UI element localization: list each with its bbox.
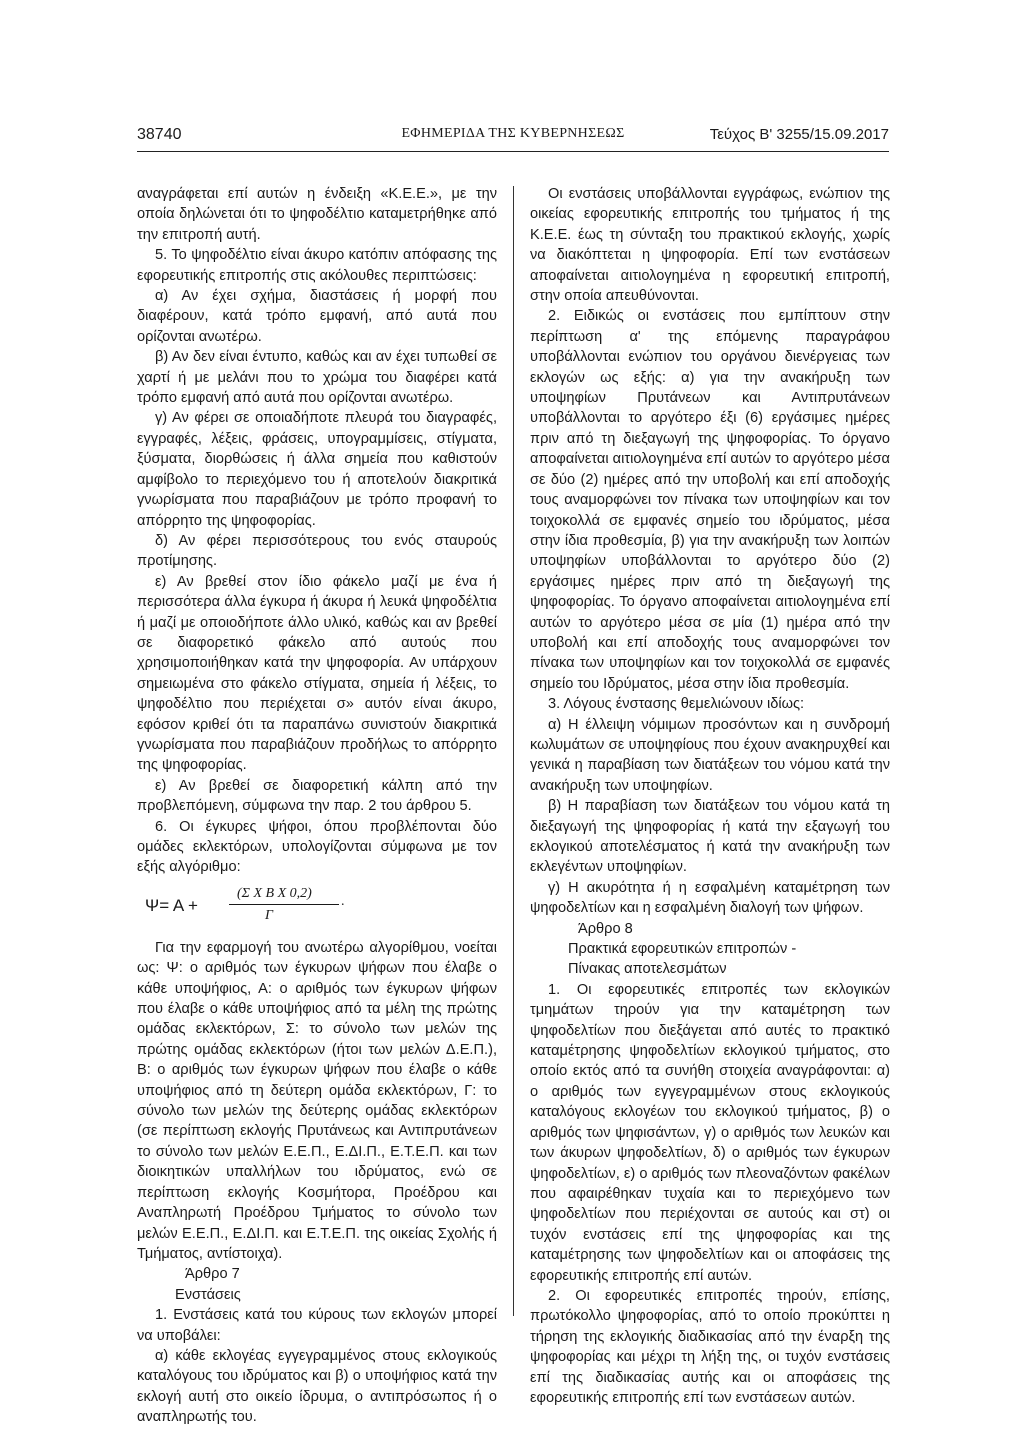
paragraph: 5. Το ψηφοδέλτιο είναι άκυρο κατόπιν απόφασης της εφορευτικής επιτροπής στις ακόλουθες περιπτώσεις:	[137, 247, 497, 284]
formula-numerator: (Σ Χ Β Χ 0,2)	[237, 885, 312, 901]
paragraph: 3. Λόγους ένστασης θεμελιώνουν ιδίως:	[548, 696, 805, 713]
article-8-title: Άρθρο 8	[578, 920, 633, 937]
header-rule	[137, 151, 889, 152]
paragraph: 1. Οι εφορευτικές επιτροπές των εκλογικών τμημάτων τηρούν για την καταμέτρηση των ψηφοδελτίων που διεξάγεται από αυτές το πρακτικό καταμέτρησης ψηφοδελτίων εκλογικού τμήματος, στο οποίο εκτός από τα συνήθη στοιχεία αναγράφονται: α) ο αριθμός των εγγεγραμμένων στους εκλογικούς καταλόγους εκλογέων του εκλογικού τμήματος, β) ο αριθμός των ψηφισάντων, γ) ο αριθμός των λευκών και των άκυρων ψηφοδελτίων, δ) ο αριθμός των έγκυρων ψηφοδελτίων, ε) ο αριθμός των πλεοναζόντων φακέλων που αφαιρέθηκαν τυχαία και το περιεχόμενο των ψηφοδελτίων που περιέχονται σε αυτούς και στ) οι τυχόν ενστάσεις επί της ψηφοφορίας και της καταμέτρησης των ψηφοδελτίων και οι αποφάσεις της εφορευτικής επιτροπής επί αυτών.	[530, 981, 890, 1284]
paragraph: αναγράφεται επί αυτών η ένδειξη «Κ.Ε.Ε.», με την οποία δηλώνεται ότι το ψηφοδέλτιο καταμετρήθηκε από την επιτροπή αυτή.	[137, 186, 497, 243]
paragraph: Οι ενστάσεις υποβάλλονται εγγράφως, ενώπιον της οικείας εφορευτικής επιτροπής του τμήματος ή της Κ.Ε.Ε. έως τη σύνταξη του πρακτικού εκλογής, χωρίς να διακόπτεται η ψηφοφορία. Επί των ενστάσεων αποφαίνεται αιτιολογημένα η εφορευτική επιτροπή, στην οποία απευθύνονται.	[530, 186, 890, 305]
column-divider	[513, 186, 514, 1316]
gazette-title: ΕΦΗΜΕΡΙΔΑ ΤΗΣ ΚΥΒΕΡΝΗΣΕΩΣ	[401, 126, 625, 141]
paragraph: ε) Αν βρεθεί στον ίδιο φάκελο μαζί με ένα ή περισσότερα άλλα έγκυρα ή άκυρα ή λευκά ψηφοδέλτια ή μαζί με οποιοδήποτε άλλο υλικό, καθώς και αν βρεθεί σε διαφορετικό φάκελο από αυτούς που χρησιμοποιήθηκαν κατά την ψηφοφορία. Αν υπάρχουν σημειωμένα στο φάκελο στίγματα, σημεία ή λέξεις, το ψηφοδέλτιο που περιέχεται σ» αυτόν είναι άκυρο, εφόσον κριθεί ότι τα παραπάνω συνιστούν διακριτικά γνωρίσματα που παραβιάζουν προδήλως το απόρρητο της ψηφοφορίας.	[137, 573, 497, 774]
formula-denominator: Γ	[265, 907, 273, 923]
paragraph: γ) Αν φέρει σε οποιαδήποτε πλευρά του διαγραφές, εγγραφές, λέξεις, φράσεις, υπογραμμίσεις, στίγματα, ξύσματα, διορθώσεις ή άλλα σημεία που καθιστούν αμφίβολο το περιεχόμενο του ή αποτελούν διακριτικά γνωρίσματα που παραβιάζουν με τρόπο προφανή το απόρρητο της ψηφοφορίας.	[137, 410, 497, 529]
article-7-subtitle: Ενστάσεις	[175, 1286, 241, 1303]
paragraph: Για την εφαρμογή του ανωτέρω αλγορίθμου, νοείται ως: Ψ: ο αριθμός των έγκυρων ψήφων που έλαβε ο κάθε υποψήφιος, Α: ο αριθμός των έγκυρων ψήφων που έλαβε ο κάθε υποψήφιος από τα μέλη της πρώτης ομάδας εκλεκτόρων, Σ: το σύνολο των μελών της πρώτης ομάδας εκλεκτόρων (ήτοι των μελών Δ.Ε.Π.), Β: ο αριθμός των έγκυρων ψήφων που έλαβε ο κάθε υποψήφιος από τη δεύτερη ομάδα εκλεκτόρων, Γ: το σύνολο των μελών της δεύτερης ομάδας εκλεκτόρων (σε περίπτωση εκλογής Πρυτάνεως και Αντιπρυτάνεων το σύνολο των μελών Ε.Ε.Π., Ε.ΔΙ.Π., Ε.Τ.Ε.Π. και των διοικητικών υπαλλήλων του ιδρύματος, ενώ σε περίπτωση εκλογής Κοσμήτορα, Προέδρου και Αναπληρωτή Προέδρου Τμήματος το σύνολο των μελών Ε.Ε.Π., Ε.ΔΙ.Π. και Ε.Τ.Ε.Π. της οικείας Σχολής ή Τμήματος, αντίστοιχα).	[137, 939, 497, 1262]
paragraph: 2. Ειδικώς οι ενστάσεις που εμπίπτουν στην περίπτωση α' της επόμενης παραγράφου υποβάλλονται ενώπιον του οργάνου διενέργειας των εκλογών ως εξής: α) για την ανακήρυξη των υποψηφίων Πρυτάνεων και Αντιπρυτάνεων υποβάλλονται το αργότερο έξι (6) εργάσιμες ημέρες πριν από τη διεξαγωγή της ψηφοφορίας. Το όργανο αποφαίνεται αιτιολογημένα επί αυτών το αργότερο μέσα σε δύο (2) ημέρες από την υποβολή και επί αποδοχής τους αναμορφώνει τον πίνακα των υποψηφίων και τον τοιχοκολλά σε εμφανές σημείο του ιδρύματος, μέσα στην ίδια προθεσμία, β) για την ανακήρυξη των λοιπών υποψηφίων υποβάλλονται το αργότερο δύο (2) εργάσιμες ημέρες πριν από τη διεξαγωγή της ψηφοφορίας. Το όργανο αποφαίνεται αιτιολογημένα επί αυτών το αργότερο μέσα σε μία (1) ημέρα από την υποβολή και επί αποδοχής τους αναμορφώνει τον πίνακα των υποψηφίων και τον τοιχοκολλά σε εμφανές σημείο του Ιδρύματος, μέσα στην ίδια προθεσμία.	[530, 308, 890, 692]
paragraph: 6. Οι έγκυρες ψήφοι, όπου προβλέπονται δύο ομάδες εκλεκτόρων, υπολογίζονται σύμφωνα με τον εξής αλγόριθμο:	[137, 818, 497, 876]
paragraph: α) Η έλλειψη νόμιμων προσόντων και η συνδρομή κωλυμάτων σε υποψηφίους που έχουν ανακηρυχθεί και γενικά η παραβίαση των διατάξεων του νόμου κατά την ανακήρυξη των υποψηφίων.	[530, 716, 890, 794]
article-8-subtitle-line2: Πίνακας αποτελεσμάτων	[568, 961, 727, 978]
formula-lhs: Ψ= Α +	[145, 895, 198, 915]
paragraph: β) Η παραβίαση των διατάξεων του νόμου κατά τη διεξαγωγή της ψηφοφορίας ή κατά την εξαγωγή του εκλογικού αποτελέσματος ή κατά την ανακήρυξη των εκλεγέντων υποψηφίων.	[530, 798, 890, 876]
page-header	[137, 126, 889, 148]
paragraph: δ) Αν φέρει περισσότερους του ενός σταυρούς προτίμησης.	[137, 532, 497, 570]
fraction-bar	[229, 904, 339, 905]
issue-label: Τεύχος Β' 3255/15.09.2017	[709, 126, 889, 143]
algorithm-formula	[137, 884, 497, 928]
right-column	[530, 184, 890, 1408]
paragraph: 2. Οι εφορευτικές επιτροπές τηρούν, επίσης, πρωτόκολλο ψηφοφορίας, από το οποίο προκύπτει η τήρηση της εκλογικής διαδικασίας από την έναρξη της ψηφοφορίας και μέχρι τη λήξη της, οι τυχόν ενστάσεις επί της διαδικασίας αυτής και οι αποφάσεις της εφορευτικής επιτροπής επί των ενστάσεων αυτών.	[530, 1287, 890, 1406]
page-number: 38740	[137, 126, 182, 143]
paragraph: α) κάθε εκλογέας εγγεγραμμένος στους εκλογικούς καταλόγους του ιδρύματος και β) ο υποψήφιος κατά την εκλογή αυτή στο οικείο ίδρυμα, ο αντιπρόσωπος ή ο αναπληρωτής του.	[137, 1347, 497, 1426]
paragraph: γ) Η ακυρότητα ή η εσφαλμένη καταμέτρηση των ψηφοδελτίων και η εσφαλμένη διαλογή των ψήφων.	[530, 879, 890, 917]
left-column	[137, 184, 497, 1428]
paragraph: β) Αν δεν είναι έντυπο, καθώς και αν έχει τυπωθεί σε χαρτί ή με μελάνι που το χρώμα του διαφέρει κατά τρόπο εμφανή από αυτά που ορίζονται ανωτέρω.	[137, 349, 497, 407]
paragraph: 1. Ενστάσεις κατά του κύρους των εκλογών μπορεί να υποβάλει:	[137, 1307, 497, 1344]
paragraph: ε) Αν βρεθεί σε διαφορετική κάλπη από την προβλεπόμενη, σύμφωνα την παρ. 2 του άρθρου 5.	[137, 777, 497, 815]
paragraph: α) Αν έχει σχήμα, διαστάσεις ή μορφή που διαφέρουν, κατά τρόπο εμφανή, από αυτά που ορίζονται ανωτέρω.	[137, 288, 497, 345]
formula-end: .	[341, 893, 345, 909]
article-8-subtitle-line1: Πρακτικά εφορευτικών επιτροπών -	[568, 941, 797, 958]
article-7-title: Άρθρο 7	[185, 1266, 240, 1283]
